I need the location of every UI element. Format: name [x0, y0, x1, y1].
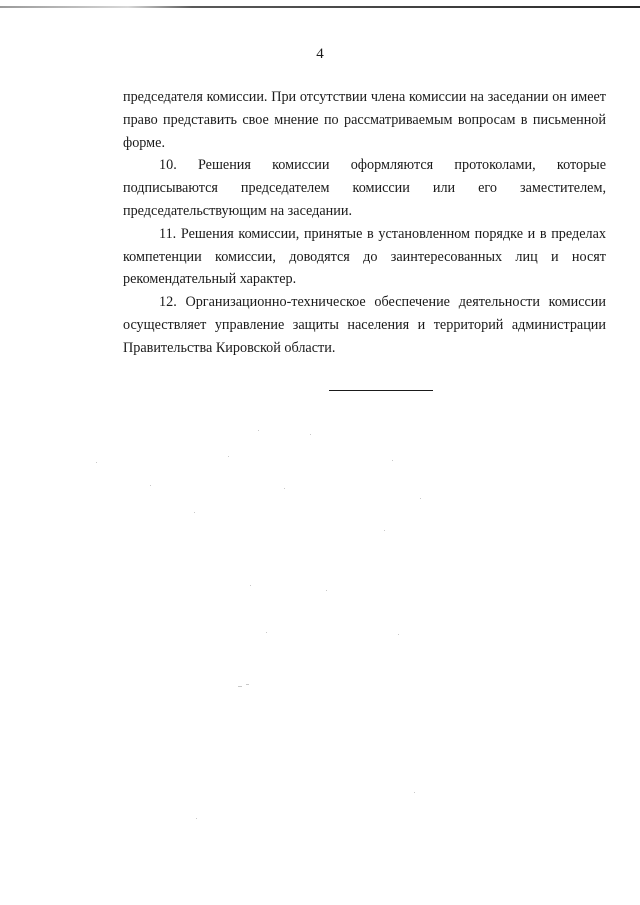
scan-speck	[194, 512, 195, 513]
scan-speck	[392, 460, 393, 461]
paragraph-10-text: Решения комиссии оформляются протоколами, которые подписываются председателем комиссии или его заместителем, председательствующим на заседании.	[123, 157, 607, 219]
paragraph-10-number: 10.	[159, 157, 177, 174]
scan-speck	[398, 634, 399, 635]
paragraph-12-text: Организационно-техническое обеспечение деятельности комиссии осуществляет управление защиты населения и территорий администрации Правительства Кировской области.	[123, 294, 606, 356]
scan-speck	[284, 488, 285, 489]
paragraph-continuation: председателя комиссии. При отсутствии члена комиссии на заседании он имеет право представить свое мнение по рассматриваемым вопросам в письменной форме.	[123, 89, 606, 151]
scan-speck	[384, 530, 385, 531]
paragraph-12	[123, 291, 606, 359]
scan-speck	[246, 684, 249, 685]
scan-speck	[326, 590, 327, 591]
scan-speck	[266, 632, 267, 633]
document-body	[123, 86, 606, 360]
paragraph-10	[123, 154, 606, 222]
scan-speck	[228, 456, 229, 457]
end-separator-line	[329, 390, 433, 391]
scan-speck	[420, 498, 421, 499]
scan-speck	[414, 792, 415, 793]
paragraph-12-number: 12.	[159, 294, 177, 311]
paragraph-11-number: 11.	[159, 225, 177, 242]
scan-edge-line	[0, 6, 640, 8]
scan-speck	[196, 818, 197, 819]
scan-speck	[250, 585, 251, 586]
scan-speck	[310, 434, 311, 435]
scan-speck	[96, 462, 97, 463]
scan-speck	[258, 430, 259, 431]
scan-speck	[238, 686, 242, 687]
paragraph-11	[123, 223, 606, 291]
scan-speck	[150, 485, 151, 486]
page-number: 4	[316, 46, 324, 62]
paragraph-11-text: Решения комиссии, принятые в установленном порядке и в пределах компетенции комиссии, доводятся до заинтересованных лиц и носят рекомендательный характер.	[123, 225, 606, 288]
